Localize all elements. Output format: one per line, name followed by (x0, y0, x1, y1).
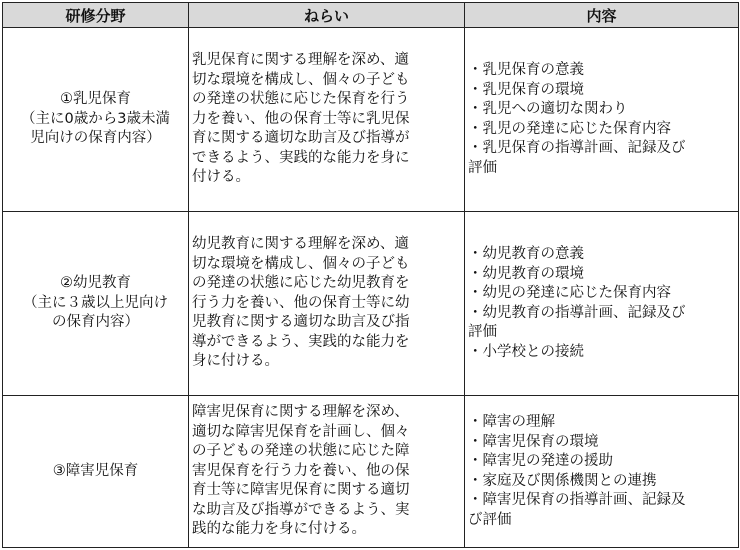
aim-text: 付ける。 (192, 169, 250, 186)
aim-text: 践的な能力を身に付ける。 (192, 521, 366, 538)
aim-text: の発達の状態に応じた保育を行う (192, 91, 410, 108)
aim-text: な助言及び指導ができるよう、実 (192, 501, 410, 518)
aim-text: 切な環境を構成し、個々の子ども (192, 255, 410, 272)
list-item: ・乳児保育の環境 (468, 81, 584, 98)
aim-text: 導ができるよう、実践的な能力を (192, 333, 410, 350)
table-row (3, 396, 739, 548)
content-cell (465, 396, 739, 548)
area-title: ①乳児保育 (60, 91, 131, 108)
list-item: ・幼児教育の指導計画、記録及び (468, 304, 686, 321)
table-row (3, 212, 739, 396)
header-area: 研修分野 (3, 3, 189, 28)
list-item: ・障害児保育の環境 (468, 433, 599, 450)
area-note: （主に0歳から3歳未満 (21, 110, 170, 127)
aim-text: 育に関する適切な助言及び指導が (192, 130, 410, 147)
aim-text: 害児保育を行う力を養い、他の保 (192, 462, 410, 479)
content-list (468, 61, 735, 178)
list-item: び評価 (468, 511, 512, 528)
aim-cell (189, 396, 465, 548)
list-item: ・障害の理解 (468, 414, 555, 430)
table-row (3, 28, 739, 212)
area-cell (3, 212, 189, 396)
aim-cell (189, 28, 465, 212)
list-item: ・障害児の発達の援助 (468, 453, 613, 469)
aim-text: 児教育に関する適切な助言及び指 (192, 314, 410, 331)
area-title: ②幼児教育 (60, 275, 131, 292)
header-content: 内容 (465, 3, 739, 28)
content-list (468, 245, 735, 362)
aim-text: できるよう、実践的な能力を身に (192, 149, 410, 166)
aim-text: 幼児教育に関する理解を深め、適 (192, 236, 409, 253)
area-cell (3, 28, 189, 212)
list-item: 評価 (468, 159, 497, 176)
aim-text: 切な環境を構成し、個々の子ども (192, 71, 410, 88)
list-item: ・乳児への適切な関わり (468, 101, 628, 117)
area-title: ③障害児保育 (52, 462, 139, 479)
list-item: ・小学校との接続 (468, 343, 584, 360)
list-item: ・乳児保育の指導計画、記録及び (468, 140, 686, 156)
aim-text: 障害児保育に関する理解を深め、 (192, 404, 409, 421)
list-item: ・乳児保育の意義 (468, 62, 584, 78)
list-item: ・幼児教育の意義 (468, 246, 584, 262)
header-row (3, 3, 739, 28)
list-item: ・乳児の発達に応じた保育内容 (468, 120, 671, 137)
area-note: （主に３歳以上児向け (23, 294, 168, 311)
aim-text: 力を養い、他の保育士等に乳児保 (192, 110, 410, 127)
aim-text: 行う力を養い、他の保育士等に幼 (192, 294, 410, 311)
aim-text: 身に付ける。 (192, 353, 279, 370)
content-cell (465, 212, 739, 396)
aim-text: 適切な障害児保育を計画し、個々 (192, 423, 410, 440)
list-item: ・幼児教育の環境 (468, 265, 584, 282)
header-aim: ねらい (189, 3, 465, 28)
content-cell (465, 28, 739, 212)
training-table (2, 2, 739, 548)
aim-text: の発達の状態に応じた幼児教育を (192, 275, 410, 292)
area-note: の保育内容） (52, 314, 139, 331)
list-item: 評価 (468, 324, 497, 340)
list-item: ・家庭及び関係機関との連携 (468, 472, 657, 489)
aim-cell (189, 212, 465, 396)
aim-text: 育士等に障害児保育に関する適切 (192, 482, 410, 499)
area-cell (3, 396, 189, 548)
area-note: 児向けの保育内容） (30, 130, 161, 147)
content-list (468, 413, 735, 530)
list-item: ・障害児保育の指導計画、記録及 (468, 492, 686, 508)
aim-text: の子どもの発達の状態に応じた障 (192, 443, 410, 460)
aim-text: 乳児保育に関する理解を深め、適 (192, 52, 409, 69)
list-item: ・幼児の発達に応じた保育内容 (468, 285, 671, 301)
